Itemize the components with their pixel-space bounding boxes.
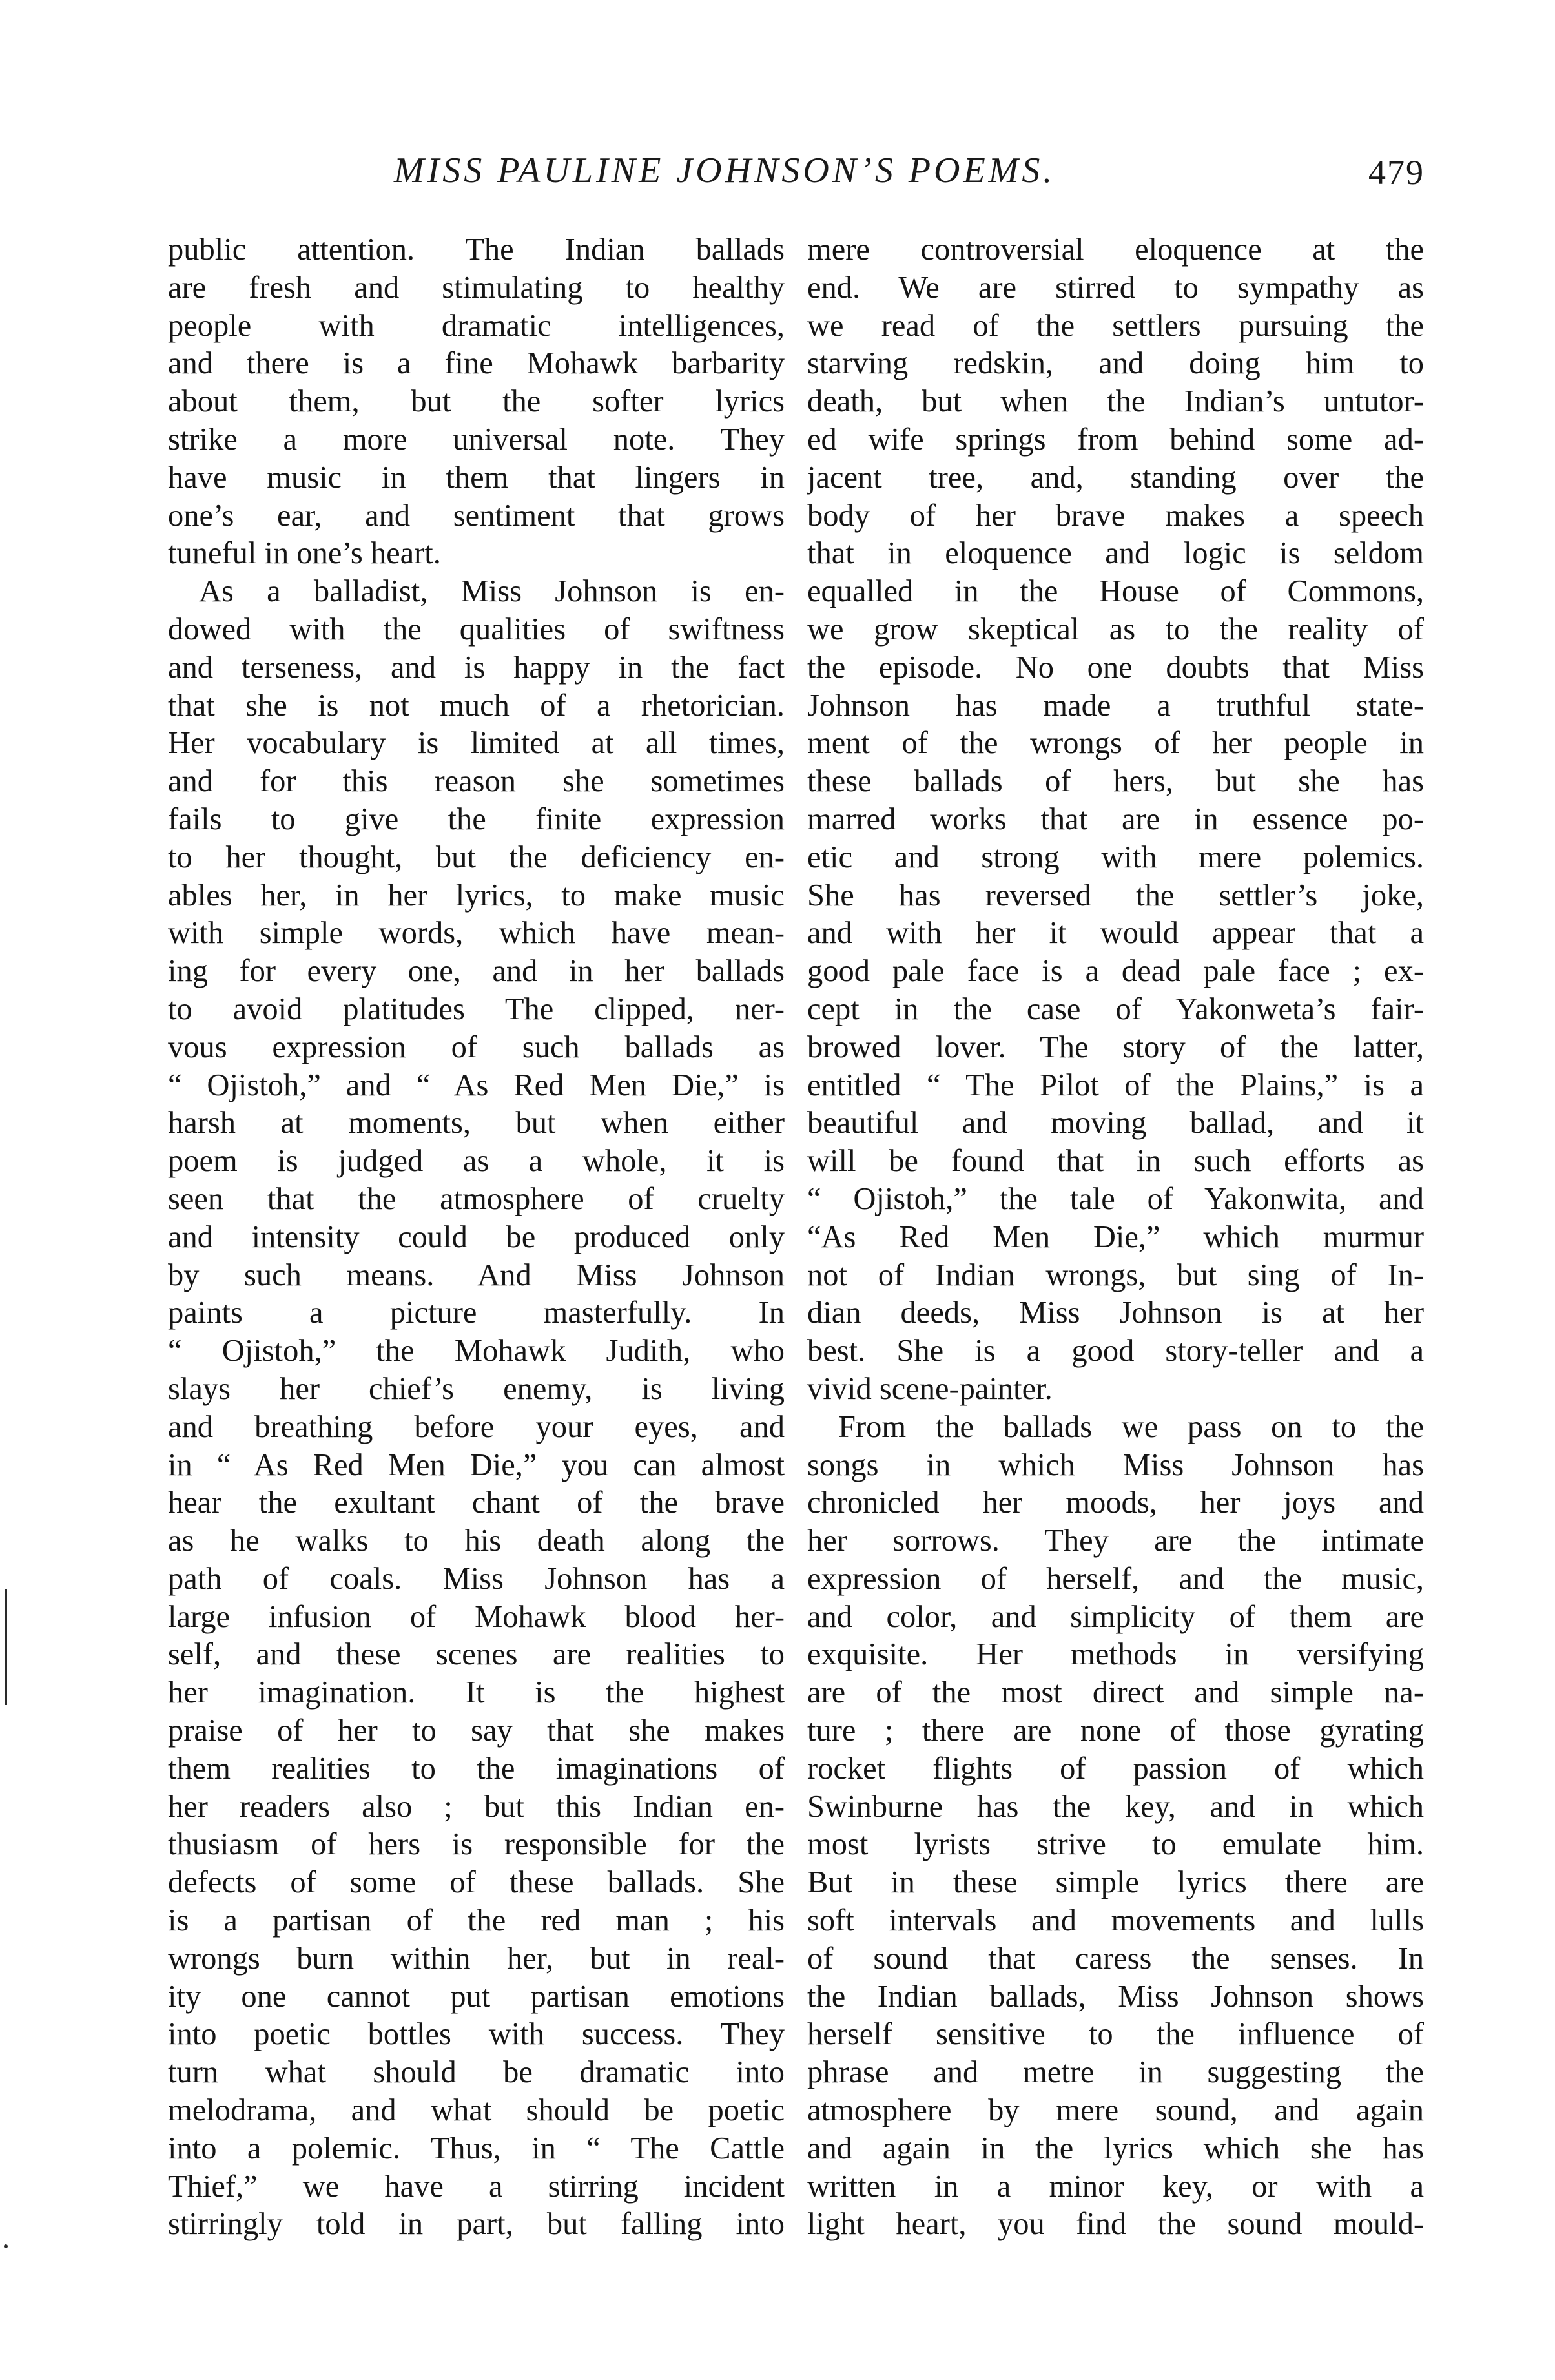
text-line: and there is a fine Mohawk barbarity	[168, 346, 785, 381]
scan-edge-speck	[4, 2244, 8, 2248]
text-line: to her thought, but the deficiency en-	[168, 840, 785, 874]
text-line: atmosphere by mere sound, and again	[807, 2093, 1424, 2128]
text-line: ing for every one, and in her ballads	[168, 954, 785, 989]
text-line: and terseness, and is happy in the fact	[168, 650, 785, 685]
text-line: rocket flights of passion of which	[807, 1751, 1424, 1786]
text-line: stirringly told in part, but falling into	[168, 2207, 785, 2242]
text-line: songs in which Miss Johnson has	[807, 1447, 1424, 1482]
text-line: As a balladist, Miss Johnson is en-	[199, 574, 785, 609]
text-line: ity one cannot put partisan emotions	[168, 1979, 785, 2014]
text-line: and intensity could be produced only	[168, 1219, 785, 1254]
text-line: are of the most direct and simple na-	[807, 1675, 1424, 1710]
text-line: one’s ear, and sentiment that grows	[168, 498, 785, 533]
text-line: dowed with the qualities of swiftness	[168, 612, 785, 647]
text-line: body of her brave makes a speech	[807, 498, 1424, 533]
text-line: equalled in the House of Commons,	[807, 574, 1424, 609]
page-number: 479	[1368, 153, 1425, 192]
text-line: good pale face is a dead pale face ; ex-	[807, 954, 1424, 989]
text-line: have music in them that lingers in	[168, 460, 785, 495]
text-line: written in a minor key, or with a	[807, 2169, 1424, 2204]
text-line: herself sensitive to the influence of	[807, 2017, 1424, 2052]
text-line: and color, and simplicity of them are	[807, 1599, 1424, 1634]
text-line: and again in the lyrics which she has	[807, 2131, 1424, 2166]
text-line: turn what should be dramatic into	[168, 2055, 785, 2090]
text-line: But in these simple lyrics there are	[807, 1865, 1424, 1900]
text-line: we grow skeptical as to the reality of	[807, 612, 1424, 647]
text-line: poem is judged as a whole, it is	[168, 1144, 785, 1179]
text-line: From the ballads we pass on to the	[838, 1409, 1424, 1444]
text-line: wrongs burn within her, but in real-	[168, 1941, 785, 1976]
text-line: her imagination. It is the highest	[168, 1675, 785, 1710]
text-line: most lyrists strive to emulate him.	[807, 1827, 1424, 1862]
text-line: as he walks to his death along the	[168, 1524, 785, 1558]
text-line: mere controversial eloquence at the	[807, 233, 1424, 267]
text-line: expression of herself, and the music,	[807, 1561, 1424, 1596]
text-line: harsh at moments, but when either	[168, 1106, 785, 1141]
text-line: light heart, you find the sound mould-	[807, 2207, 1424, 2242]
text-line: large infusion of Mohawk blood her-	[168, 1599, 785, 1634]
text-line: of sound that caress the senses. In	[807, 1941, 1424, 1976]
text-line: phrase and metre in suggesting the	[807, 2055, 1424, 2090]
text-line: vivid scene-painter.	[807, 1371, 1053, 1406]
text-line: Johnson has made a truthful state-	[807, 688, 1424, 723]
text-line: “As Red Men Die,” which murmur	[807, 1219, 1424, 1254]
text-line: dian deeds, Miss Johnson is at her	[807, 1296, 1424, 1330]
text-line: She has reversed the settler’s joke,	[807, 878, 1424, 913]
text-line: marred works that are in essence po-	[807, 802, 1424, 836]
text-line: is a partisan of the red man ; his	[168, 1903, 785, 1938]
running-title: MISS PAULINE JOHNSON’S POEMS.	[394, 150, 1056, 191]
text-line: death, but when the Indian’s untutor-	[807, 384, 1424, 419]
text-line: self, and these scenes are realities to	[168, 1637, 785, 1672]
text-line: and for this reason she sometimes	[168, 764, 785, 799]
text-line: paints a picture masterfully. In	[168, 1296, 785, 1330]
text-line: the episode. No one doubts that Miss	[807, 650, 1424, 685]
text-line: are fresh and stimulating to healthy	[168, 270, 785, 305]
text-line: vous expression of such ballads as	[168, 1030, 785, 1064]
text-line: the Indian ballads, Miss Johnson shows	[807, 1979, 1424, 2014]
text-line: to avoid platitudes The clipped, ner-	[168, 991, 785, 1026]
text-line: jacent tree, and, standing over the	[807, 460, 1424, 495]
text-line: in “ As Red Men Die,” you can almost	[168, 1447, 785, 1482]
text-line: ables her, in her lyrics, to make music	[168, 878, 785, 913]
text-line: chronicled her moods, her joys and	[807, 1485, 1424, 1520]
text-line: praise of her to say that she makes	[168, 1713, 785, 1748]
text-line: about them, but the softer lyrics	[168, 384, 785, 419]
text-line: path of coals. Miss Johnson has a	[168, 1561, 785, 1596]
text-line: slays her chief’s enemy, is living	[168, 1371, 785, 1406]
text-line: we read of the settlers pursuing the	[807, 308, 1424, 343]
text-line: and breathing before your eyes, and	[168, 1409, 785, 1444]
text-line: and with her it would appear that a	[807, 916, 1424, 951]
text-line: into a polemic. Thus, in “ The Cattle	[168, 2131, 785, 2166]
text-line: public attention. The Indian ballads	[168, 233, 785, 267]
running-head	[168, 150, 1425, 202]
text-line: soft intervals and movements and lulls	[807, 1903, 1424, 1938]
text-line: ture ; there are none of those gyrating	[807, 1713, 1424, 1748]
text-line: Swinburne has the key, and in which	[807, 1789, 1424, 1824]
text-line: ed wife springs from behind some ad-	[807, 422, 1424, 457]
text-line: her readers also ; but this Indian en-	[168, 1789, 785, 1824]
text-line: these ballads of hers, but she has	[807, 764, 1424, 799]
text-line: thusiasm of hers is responsible for the	[168, 1827, 785, 1862]
text-line: people with dramatic intelligences,	[168, 308, 785, 343]
text-line: etic and strong with mere polemics.	[807, 840, 1424, 874]
text-line: with simple words, which have mean-	[168, 916, 785, 951]
text-line: best. She is a good story-teller and a	[807, 1334, 1424, 1369]
scan-edge-mark	[5, 1589, 7, 1705]
text-line: her sorrows. They are the intimate	[807, 1524, 1424, 1558]
text-line: into poetic bottles with success. They	[168, 2017, 785, 2052]
text-line: “ Ojistoh,” and “ As Red Men Die,” is	[168, 1068, 785, 1102]
text-line: starving redskin, and doing him to	[807, 346, 1424, 381]
text-line: beautiful and moving ballad, and it	[807, 1106, 1424, 1141]
text-line: will be found that in such efforts as	[807, 1144, 1424, 1179]
text-line: ment of the wrongs of her people in	[807, 726, 1424, 761]
text-line: Thief,” we have a stirring incident	[168, 2169, 785, 2204]
text-line: browed lover. The story of the latter,	[807, 1030, 1424, 1064]
text-line: “ Ojistoh,” the tale of Yakonwita, and	[807, 1181, 1424, 1216]
text-line: defects of some of these ballads. She	[168, 1865, 785, 1900]
text-line: entitled “ The Pilot of the Plains,” is a	[807, 1068, 1424, 1102]
left-column	[168, 231, 785, 2244]
text-line: tuneful in one’s heart.	[168, 536, 441, 571]
text-line: that in eloquence and logic is seldom	[807, 536, 1424, 571]
text-line: “ Ojistoh,” the Mohawk Judith, who	[168, 1334, 785, 1369]
right-column	[807, 231, 1424, 2244]
text-line: end. We are stirred to sympathy as	[807, 270, 1424, 305]
text-line: strike a more universal note. They	[168, 422, 785, 457]
text-line: fails to give the finite expression	[168, 802, 785, 836]
text-line: melodrama, and what should be poetic	[168, 2093, 785, 2128]
text-line: cept in the case of Yakonweta’s fair-	[807, 991, 1424, 1026]
text-line: by such means. And Miss Johnson	[168, 1257, 785, 1292]
text-line: that she is not much of a rhetorician.	[168, 688, 785, 723]
text-line: exquisite. Her methods in versifying	[807, 1637, 1424, 1672]
text-line: hear the exultant chant of the brave	[168, 1485, 785, 1520]
text-line: seen that the atmosphere of cruelty	[168, 1181, 785, 1216]
text-line: not of Indian wrongs, but sing of In-	[807, 1257, 1424, 1292]
text-line: them realities to the imaginations of	[168, 1751, 785, 1786]
text-line: Her vocabulary is limited at all times,	[168, 726, 785, 761]
